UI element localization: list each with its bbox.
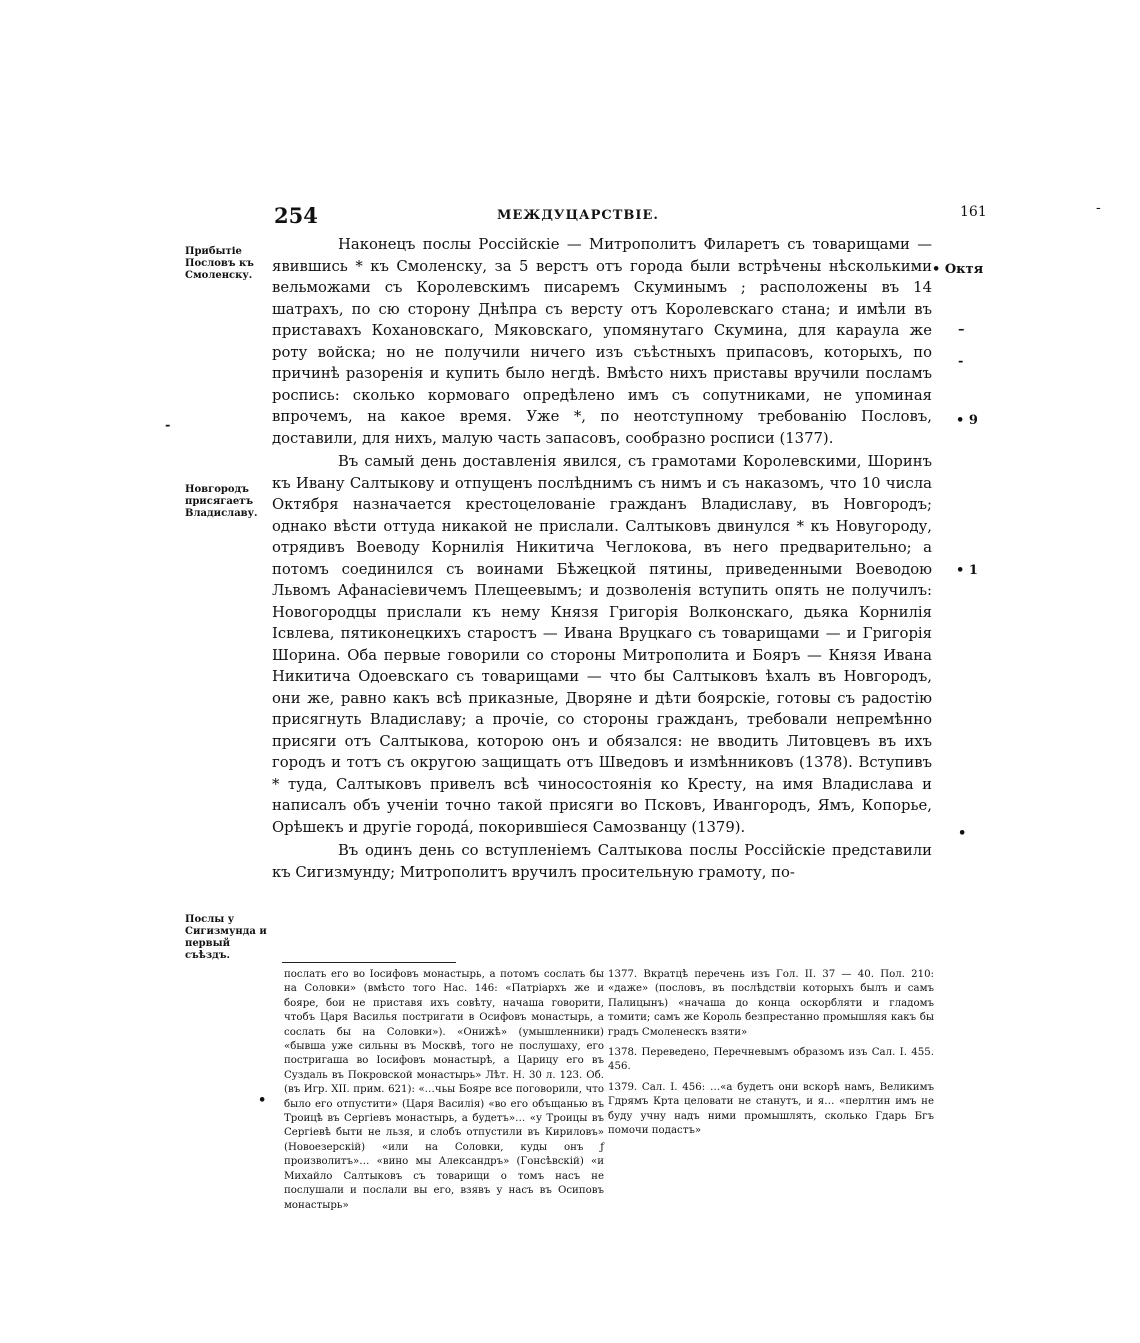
year-marker: 161 — [960, 204, 987, 220]
running-title: МЕЖДУЦАРСТВІЕ. — [497, 208, 659, 223]
paragraph-3: Въ одинъ день со вступленіемъ Салтыкова послы Россійскіе представили къ Сигизмунду; Митрополитъ вручилъ просительную грамоту, по- — [272, 842, 932, 881]
footnote-rule — [282, 962, 456, 963]
side-note-envoys: Послы у Сигизмунда и первый съѣздъ. — [185, 914, 267, 961]
margin-dot: • — [958, 826, 967, 841]
margin-note-day-9: • 9 — [956, 413, 978, 428]
paragraph-1: Наконецъ послы Россійскіе — Митрополитъ Филаретъ съ товарищами — явившись * къ Смоленску, за 5 верстъ отъ города были встрѣчены нѣсколькими вельможами съ Королевскимъ писаремъ Скуминымъ ; расположены въ 14 шатрахъ, по сю сторону Днѣпра съ версту отъ Королевскаго стана; и имѣли въ приставахъ Кохановскаго, Мяковскаго, упомянутаго Скумина, для караула же роту войска; но не получили ничего изъ съѣстныхъ припасовъ, которыхъ, по причинѣ разоренія и купить было негдѣ. Вмѣсто нихъ приставы вручили посламъ роспись: сколько кормоваго опредѣлено имъ съ сопутниками, не упоминая впрочемъ, на какое время. Уже *, по неотступному требованію Пословъ, доставили, для нихъ, малую часть запасовъ, сообразно росписи (1377). — [272, 236, 932, 447]
footnote-1378: 1378. Переведено, Перечневымъ образомъ изъ Сал. І. 455. 456. — [608, 1047, 934, 1073]
margin-dot: - — [958, 354, 964, 369]
margin-dot: • — [258, 1093, 267, 1108]
footnote-1379: 1379. Сал. I. 456: …«а будетъ они вскорѣ намъ, Великимъ Гдрямъ Крта целовати не станутъ, и я… «перлтин имъ не буду учну надъ ними промышлять, сколько Гдарь Бгъ помочи подастъ» — [608, 1081, 934, 1137]
main-text — [272, 234, 932, 883]
page-number: 254 — [274, 203, 318, 228]
footnote-1377: 1377. Вкратцѣ перечень изъ Гол. II. 37 — 40. Пол. 210: «даже» (пословъ, въ послѣдствіи которыхъ былъ и самъ Палицынъ) «начаша до конца оскорбляти и гладомъ томити; самъ же Король безпрестанно промышляя какъ бы градъ Смоленескъ взяти» — [608, 969, 934, 1038]
footnote-1376-continued: послать его во Іосифовъ монастырь, а потомъ сослать бы на Соловки» (вмѣсто того Нас. 146: «Патріархъ же и бояре, бои не приставя ихъ совѣту, начаша говорити, чтобъ Царя Василья постригати в Осифовъ монастырь, а сослать бы на Соловки»). «Онижѣ» (умышленники) «бывша уже сильны въ Москвѣ, того не послушаху, его постригаша во Іосифовъ монастырѣ, а Царицу его въ Суздаль въ Покровской монастырь» Лѣт. Н. 30 л. 123. Об. (въ Игр. XII. прим. 621): «…чьы Бояре все поговорили, что было его отпустити» (Царя Василія) «во его объщанью въ Троицѣ въ Сергіевъ монастырь, а будетъ»… «у Троицы въ Сергіевѣ быти не льзя, и слобъ отпустили въ Кириловъ» (Новоезерскій) «или на Соловки, куды онъ ƒ произволитъ»… «вино мы Александръ» (Гонсѣвскій) «и Михайло Салтыковъ съ товарищи о томъ насъ не послушали и послали вы его, взявъ у насъ въ Осиповъ монастырь» — [284, 969, 604, 1211]
footnotes-left-column — [284, 968, 604, 1213]
margin-note-month: • Октя — [932, 262, 984, 277]
paragraph-2: Въ самый день доставленія явился, съ грамотами Королевскими, Шоринъ къ Ивану Салтыкову и отпущенъ послѣднимъ съ нимъ и съ наказомъ, что 10 числа Октября назначается крестоцелованіе гражданъ Владиславу, въ Новгородъ; однако вѣсти оттуда никакой не прислали. Салтыковъ двинулся * къ Новугороду, отрядивъ Воеводу Корнилія Никитича Чеглокова, въ него предварительно; а потомъ соединился съ воинами Бѣжецкой пятины, приведенными Воеводою Львомъ Афанасіевичемъ Плещеевымъ; и дозволенія вступить опять не получилъ: Новогородцы прислали къ нему Князя Григорія Волконскаго, дьяка Корнилія Ісвлева, пятиконецкихъ старостъ — Ивана Вруцкаго съ товарищами — и Григорія Шорина. Оба первые говорили со стороны Митрополита и Бояръ — Князя Ивана Никитича Одоевскаго съ товарищами — что бы Салтыковъ ѣхалъ въ Новгородъ, они же, равно какъ всѣ приказные, Дворяне и дѣти боярскіе, готовы съ радостію присягнуть Владиславу; а прочіе, со стороны гражданъ, требовали непремѣнно присяги отъ Салтыкова, которою онъ и обязался: не вводить Литовцевъ въ ихъ городъ и тотъ съ округою защищать отъ Шведовъ и измѣнниковъ (1378). Вступивъ * туда, Салтыковъ привелъ всѣ чиносостоянія ко Кресту, на имя Владислава и написалъ объ ученіи точно такой присяги во Псковъ, Ивангородъ, Ямъ, Копорье, Орѣшекъ и другіе городá, покорившіеся Самозванцу (1379). — [272, 453, 932, 836]
margin-note-day-1: • 1 — [956, 563, 978, 578]
margin-dot: - — [165, 418, 171, 433]
side-note-arrival: Прибытіе Пословъ къ Смоленску. — [185, 246, 254, 281]
margin-dash: - — [1096, 200, 1101, 216]
footnotes-right-column — [608, 968, 934, 1138]
margin-dot: – — [958, 322, 965, 337]
side-note-novgorod: Новгородъ присягаетъ Владиславу. — [185, 484, 258, 519]
